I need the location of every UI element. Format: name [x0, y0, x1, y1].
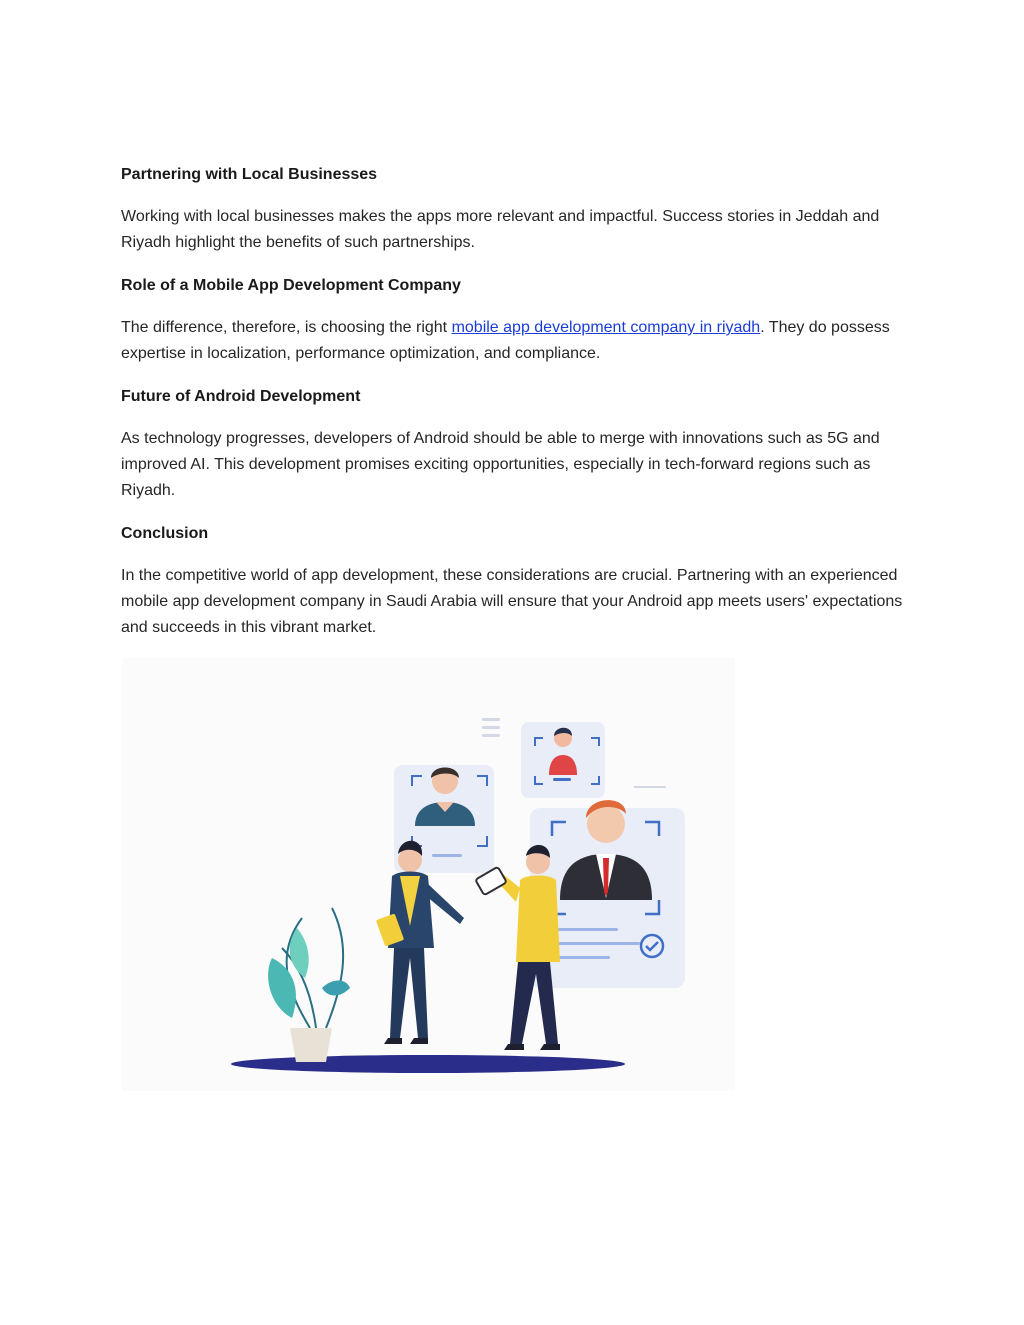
- heading-future-android: Future of Android Development: [121, 388, 361, 405]
- hiring-illustration: [122, 658, 735, 1091]
- company-link[interactable]: mobile app development company in riyadh: [451, 319, 761, 336]
- paragraph-text-end: . They do possess expertise in localization, performance optimization, and compliance.: [121, 319, 890, 362]
- profile-card-icon: [521, 722, 605, 798]
- heading-conclusion: Conclusion: [121, 525, 209, 542]
- heading-role-company: Role of a Mobile App Development Company: [121, 277, 461, 294]
- paragraph-conclusion: In the competitive world of app development, these considerations are crucial. Partnering with an experienced mobile app development company in Saudi Arabia will ensure that your Android app meets users' expectations and succeeds in this vibrant market.: [121, 567, 903, 636]
- menu-dashes-icon: [482, 718, 500, 737]
- paragraph-role-company: [121, 315, 911, 367]
- heading-local-businesses: Partnering with Local Businesses: [121, 166, 378, 183]
- paragraph-future-android: As technology progresses, developers of Android should be able to merge with innovations such as 5G and improved AI. This development promises exciting opportunities, especially in tech-forward regions such as Riyadh.: [121, 430, 880, 499]
- paragraph-local-businesses: Working with local businesses makes the apps more relevant and impactful. Success stories in Jeddah and Riyadh highlight the benefits of such partnerships.: [121, 208, 880, 251]
- line-dash: [634, 786, 666, 788]
- floor-shadow: [231, 1055, 625, 1073]
- paragraph-text-start: The difference, therefore, is choosing the right: [121, 319, 452, 336]
